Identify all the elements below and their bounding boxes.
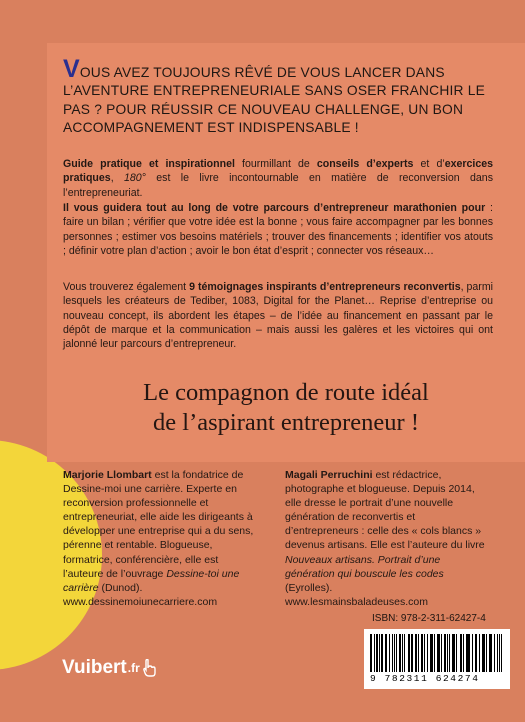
barcode-bar <box>402 634 403 672</box>
bio-right-book: Nouveaux artisans. Portrait d’une génération qui bouscule les codes <box>285 553 444 580</box>
para2-text: : faire un bilan ; vérifier que votre idée est la bonne ; vous faire accompagner par les bonnes personnes ; estimer vos besoins matériels ; trouver des financements ; identifier vos atouts ; définir votre plan d’action ; avoir le bon état d’esprit ; connecter vos réseaux… <box>63 202 493 257</box>
para3-bold: 9 témoignages inspirants d’entrepreneurs reconvertis <box>189 281 461 293</box>
bio-right-url: www.lesmainsbaladeuses.com <box>285 595 428 608</box>
barcode-bar <box>431 634 432 672</box>
tagline-line1: Le compagnon de route idéal <box>143 379 429 406</box>
barcode-bar <box>379 634 380 672</box>
isbn-digits: 9 782311 624274 <box>370 673 480 684</box>
barcode-bar <box>418 634 419 672</box>
barcode-bar <box>472 634 473 672</box>
bio-left-text: est la fondatrice de Dessine-moi une carrière. Experte en reconversion professionnelle et entrepreneuriat, elle aide les dirigeants à développer une entreprise qui a du sens, pérenne et rentable. Blogueuse, formatrice, conférencière, elle est l’auteure de l’ouvrage <box>63 469 254 580</box>
barcode-bar <box>438 634 439 672</box>
paragraph-parcours <box>63 201 493 258</box>
author-name-right: Magali Perruchini <box>285 469 373 481</box>
para1-title: 180° <box>124 172 146 185</box>
barcode <box>370 634 504 674</box>
publisher-logo <box>62 657 158 679</box>
author-name-left: Marjorie Llombart <box>63 469 152 481</box>
barcode-bar <box>386 634 387 672</box>
bio-left-publisher: (Dunod). <box>98 581 143 594</box>
para1-bold-c: conseils d’experts <box>316 158 414 170</box>
para1-text-b: fourmillant de <box>234 158 317 170</box>
isbn-label: ISBN: 978-2-311-62427-4 <box>372 613 486 624</box>
barcode-bar <box>449 634 450 672</box>
pointing-hand-icon <box>142 659 158 677</box>
barcode-bar <box>444 634 446 672</box>
barcode-bar <box>421 634 423 672</box>
para3-text-a: Vous trouverez également <box>63 281 190 293</box>
barcode-bar <box>371 634 372 672</box>
barcode-bar <box>456 634 457 672</box>
barcode-bar <box>424 634 425 672</box>
logo-suffix: .fr <box>127 661 140 675</box>
barcode-bar <box>447 634 448 672</box>
bio-magali <box>285 468 485 609</box>
barcode-bar <box>374 634 375 672</box>
para1-text-f: , <box>110 172 124 185</box>
barcode-bar <box>494 634 495 672</box>
tagline <box>47 378 525 438</box>
barcode-bar <box>404 634 405 672</box>
barcode-bar <box>441 634 442 672</box>
barcode-bar <box>381 634 383 672</box>
barcode-bar <box>476 634 477 672</box>
barcode-bar <box>396 634 397 672</box>
barcode-bar <box>394 634 395 672</box>
paragraph-guide <box>63 157 493 200</box>
barcode-bar <box>453 634 454 672</box>
bio-marjorie <box>63 468 255 609</box>
para1-bold-e: exercices pratiques <box>63 158 493 185</box>
para3-text-c: , parmi lesquels les créateurs de Tediber, 1083, Digital for the Planet… Reprise d’entreprise ou nouveau concept, ils abordent les étapes – de l’idée au financement en passant par le dépôt de marque et la communication – mais aussi les galères et les victoires qui ont jalonné leur parcours d’entrepreneur. <box>63 281 493 351</box>
barcode-bar <box>399 634 401 672</box>
barcode-bar <box>427 634 428 672</box>
bio-left-url: www.dessinemoiunecarriere.com <box>63 595 218 608</box>
barcode-bar <box>416 634 417 672</box>
bio-right-publisher: (Eyrolles). <box>285 581 333 594</box>
para2-bold: Il vous guidera tout au long de votre parcours d’entrepreneur marathonien pour <box>63 202 486 214</box>
barcode-bar <box>468 634 470 672</box>
barcode-bar <box>389 634 390 672</box>
logo-main: Vuibert <box>62 657 127 678</box>
barcode-bar <box>499 634 500 672</box>
para1-bold-a: Guide pratique et inspirationnel <box>63 158 235 170</box>
headline-initial: V <box>63 55 80 83</box>
paragraph-temoignages <box>63 280 493 351</box>
headline-text: OUS AVEZ TOUJOURS RÊVÉ DE VOUS LANCER DANS L’AVENTURE ENTREPRENEURIALE SANS OSER FRANCHIR LE PAS ? POUR RÉUSSIR CE NOUVEAU CHALLENGE, UN BON ACCOMPAGNEMENT EST INDISPENSABLE ! <box>63 65 486 136</box>
bio-right-text: est rédactrice, photographe et blogueuse. Depuis 2014, elle dresse le portrait d’une nouvelle génération de reconvertis et d’entrepreneurs : celle des « cols blancs » devenus artisans. Elle est l’auteure du livre <box>285 469 485 552</box>
barcode-bar <box>461 634 462 672</box>
bio-left-book: Dessine-toi une carrière <box>63 567 240 594</box>
barcode-bar <box>463 634 464 672</box>
barcode-bar <box>411 634 412 672</box>
para1-text-h: est le livre incontournable en matière de reconversion dans l’entrepreneuriat. <box>63 172 493 199</box>
barcode-bar <box>409 634 410 672</box>
barcode-bar <box>501 634 502 672</box>
tagline-line2: de l’aspirant entrepreneur ! <box>153 409 419 436</box>
barcode-box <box>364 629 510 689</box>
para1-text-d: et d’ <box>413 158 445 170</box>
headline <box>63 55 503 138</box>
barcode-bar <box>434 634 435 672</box>
barcode-bar <box>486 634 487 672</box>
barcode-bar <box>479 634 480 672</box>
barcode-bar <box>490 634 492 672</box>
barcode-bar <box>483 634 484 672</box>
